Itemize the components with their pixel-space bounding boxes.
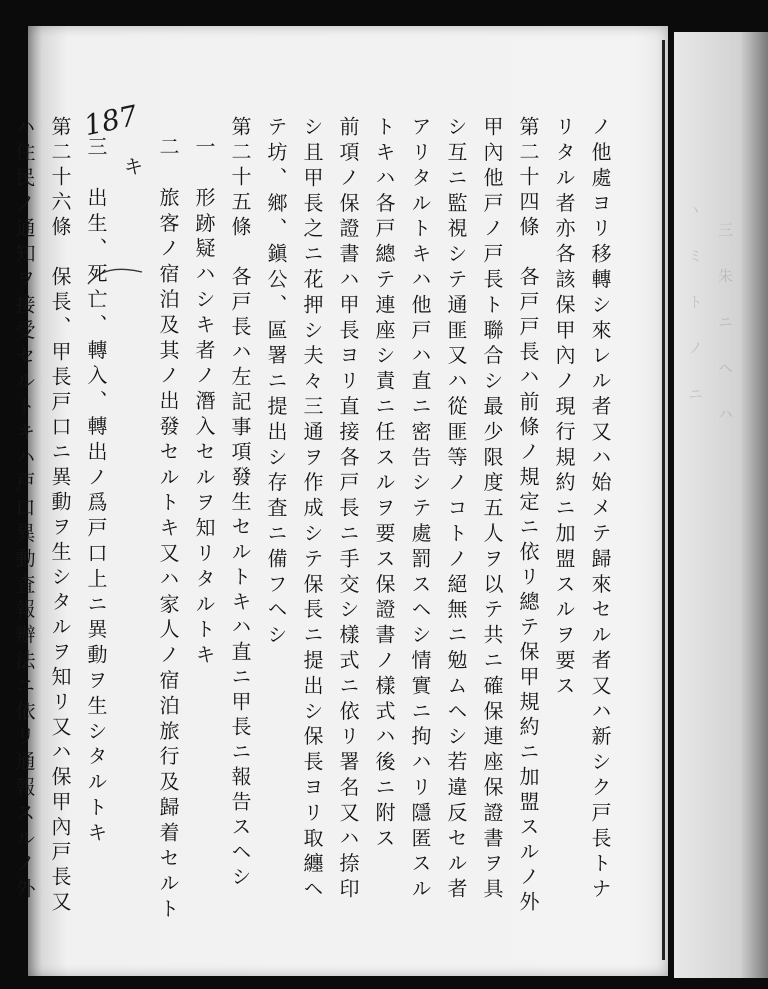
list-item-continuation: キ [120, 156, 144, 182]
text-column: 前項ノ保證書ハ甲長ヨリ直接各戸長ニ手交シ樣式ニ依リ署名又ハ捺印 [336, 116, 360, 904]
list-item-column: 三 出生、死亡、轉入、轉出ノ爲戸口上ニ異動ヲ生シタルトキ [84, 136, 108, 848]
bleed-through-text: 三 朱 ニ ヘ ハ [716, 222, 734, 429]
list-item-column: 二 旅客ノ宿泊及其ノ出發セルトキ又ハ家人ノ宿泊旅行及歸着セルト [156, 136, 180, 924]
page-gutter [662, 40, 665, 960]
text-column: シ互ニ監視シテ通匪又ハ從匪等ノコトノ絕無ニ勉ムヘシ若違反セル者 [444, 116, 468, 904]
text-column: トキハ各戸總テ連座シ責ニ任スルヲ要ス保證書ノ樣式ハ後ニ附ス [372, 116, 396, 853]
text-column: シ且甲長之ニ花押シ夫々三通ヲ作成シテ保長ニ提出シ保長ヨリ取纏ヘ [300, 116, 324, 904]
handwritten-page-number: 187 [81, 98, 141, 143]
list-item-column: 一 形跡疑ハシキ者ノ潛入セルヲ知リタルトキ [192, 136, 216, 670]
text-column: ノ他處ヨリ移轉シ來レル者又ハ始メテ歸來セル者又ハ新シク戸長トナ [588, 116, 612, 904]
article-heading-column: 第二十六條 保長、甲長戸口ニ異動ヲ生シタルヲ知リ又ハ保甲內戸長又 [48, 116, 72, 916]
adjacent-page-edge [674, 32, 768, 978]
bleed-through-text: ヽ ミ ト ノ ニ [686, 202, 704, 409]
vertical-text-body [0, 116, 618, 924]
text-column: アリタルトキハ他戸ハ直ニ密告シテ處罰スヘシ情實ニ拘ハリ隱匿スル [408, 116, 432, 904]
text-column: テ坊、鄉、鎭公、區署ニ提出シ存査ニ備フヘシ [264, 116, 288, 650]
text-column: 甲內他戸ノ戸長ト聯合シ最少限度五人ヲ以テ共ニ確保連座保證書ヲ具 [480, 116, 504, 904]
text-column: ハ住民ノ通知ヲ接受セルトキハ戸口異動査報辦法ニ依リ通報スルノ外 [12, 116, 36, 904]
text-column: リタル者亦各該保甲內ノ現行規約ニ加盟スルヲ要ス [552, 116, 576, 701]
article-heading-column: 第二十四條 各戸戸長ハ前條ノ規定ニ依リ總テ保甲規約ニ加盟スルノ外 [516, 116, 540, 916]
article-heading-column: 第二十五條 各戸長ハ左記事項發生セルトキハ直ニ甲長ニ報告スヘシ [228, 116, 252, 891]
